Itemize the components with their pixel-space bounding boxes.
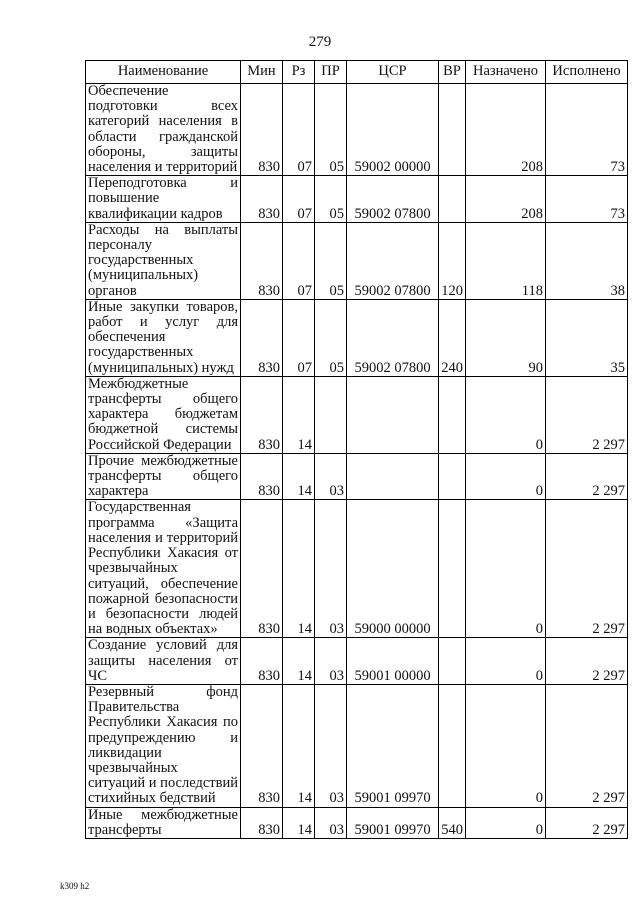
table-row [86, 684, 628, 807]
row-pr: 05 [315, 299, 347, 376]
row-assigned: 0 [466, 684, 546, 807]
row-min: 830 [241, 453, 283, 500]
table-row [86, 807, 628, 838]
row-vr: 240 [439, 299, 466, 376]
row-csr: 59001 00000 [347, 638, 439, 685]
row-vr [439, 500, 466, 638]
row-min: 830 [241, 500, 283, 638]
header-min: Мин [241, 61, 283, 84]
table-row [86, 299, 628, 376]
row-rz: 07 [283, 84, 315, 176]
row-rz: 07 [283, 176, 315, 223]
row-rz: 14 [283, 500, 315, 638]
row-assigned: 0 [466, 500, 546, 638]
row-pr: 03 [315, 453, 347, 500]
row-executed: 2 297 [546, 453, 628, 500]
row-csr [347, 376, 439, 453]
row-rz: 14 [283, 376, 315, 453]
row-min: 830 [241, 684, 283, 807]
row-pr: 05 [315, 84, 347, 176]
row-csr [347, 453, 439, 500]
row-csr: 59000 00000 [347, 500, 439, 638]
row-name: Прочие межбюджетные трансферты общего характера [86, 453, 241, 500]
header-csr: ЦСР [347, 61, 439, 84]
header-pr: ПР [315, 61, 347, 84]
row-assigned: 90 [466, 299, 546, 376]
row-executed: 73 [546, 84, 628, 176]
row-min: 830 [241, 807, 283, 838]
row-executed: 2 297 [546, 376, 628, 453]
row-csr: 59002 00000 [347, 84, 439, 176]
row-assigned: 0 [466, 638, 546, 685]
row-vr [439, 376, 466, 453]
row-min: 830 [241, 84, 283, 176]
row-pr: 03 [315, 638, 347, 685]
row-rz: 14 [283, 684, 315, 807]
table-row [86, 376, 628, 453]
row-assigned: 208 [466, 176, 546, 223]
header-assigned: Назначено [466, 61, 546, 84]
header-vr: ВР [439, 61, 466, 84]
row-assigned: 0 [466, 453, 546, 500]
row-name: Расходы на выплаты персоналу государственных (муниципальных) органов [86, 222, 241, 299]
table-row [86, 453, 628, 500]
row-executed: 2 297 [546, 500, 628, 638]
row-pr: 03 [315, 807, 347, 838]
header-executed: Исполнено [546, 61, 628, 84]
row-name: Иные закупки товаров, работ и услуг для обеспечения государственных (муниципальных) нужд [86, 299, 241, 376]
row-csr: 59002 07800 [347, 176, 439, 223]
row-executed: 73 [546, 176, 628, 223]
row-csr: 59001 09970 [347, 684, 439, 807]
row-rz: 07 [283, 299, 315, 376]
row-name: Межбюджетные трансферты общего характера бюджетам бюджетной системы Российской Федерации [86, 376, 241, 453]
table-row [86, 84, 628, 176]
row-assigned: 208 [466, 84, 546, 176]
row-name: Иные межбюджетные трансферты [86, 807, 241, 838]
row-rz: 07 [283, 222, 315, 299]
header-rz: Рз [283, 61, 315, 84]
row-name: Государственная программа «Защита населения и территорий Республики Хакасия от чрезвычайных ситуаций, обеспечение пожарной безопасности и безопасности людей на водных объектах» [86, 500, 241, 638]
row-executed: 2 297 [546, 684, 628, 807]
row-assigned: 118 [466, 222, 546, 299]
page-number: 279 [308, 34, 332, 50]
row-min: 830 [241, 222, 283, 299]
row-rz: 14 [283, 807, 315, 838]
row-pr: 03 [315, 684, 347, 807]
row-pr: 05 [315, 176, 347, 223]
header-name: Наименование [86, 61, 241, 84]
budget-table [85, 60, 628, 839]
row-vr [439, 453, 466, 500]
row-pr: 05 [315, 222, 347, 299]
row-assigned: 0 [466, 807, 546, 838]
row-vr [439, 638, 466, 685]
row-executed: 35 [546, 299, 628, 376]
row-csr: 59002 07800 [347, 299, 439, 376]
table-row [86, 222, 628, 299]
row-rz: 14 [283, 453, 315, 500]
row-min: 830 [241, 299, 283, 376]
row-rz: 14 [283, 638, 315, 685]
row-assigned: 0 [466, 376, 546, 453]
row-pr [315, 376, 347, 453]
row-min: 830 [241, 176, 283, 223]
table-row [86, 638, 628, 685]
row-name: Обеспечение подготовки всех категорий населения в области гражданской обороны, защиты населения и территорий [86, 84, 241, 176]
row-min: 830 [241, 376, 283, 453]
table-row [86, 176, 628, 223]
table-header-row [86, 61, 628, 84]
row-vr: 540 [439, 807, 466, 838]
row-executed: 38 [546, 222, 628, 299]
footer-code: k309 h2 [60, 881, 90, 891]
row-csr: 59002 07800 [347, 222, 439, 299]
row-csr: 59001 09970 [347, 807, 439, 838]
row-vr [439, 684, 466, 807]
row-vr: 120 [439, 222, 466, 299]
row-name: Резервный фонд Правительства Республики Хакасия по предупреждению и ликвидации чрезвычайных ситуаций и последствий стихийных бедствий [86, 684, 241, 807]
row-executed: 2 297 [546, 638, 628, 685]
row-pr: 03 [315, 500, 347, 638]
row-name: Создание условий для защиты населения от ЧС [86, 638, 241, 685]
row-min: 830 [241, 638, 283, 685]
row-name: Переподготовка и повышение квалификации кадров [86, 176, 241, 223]
row-vr [439, 84, 466, 176]
table-row [86, 500, 628, 638]
row-vr [439, 176, 466, 223]
row-executed: 2 297 [546, 807, 628, 838]
